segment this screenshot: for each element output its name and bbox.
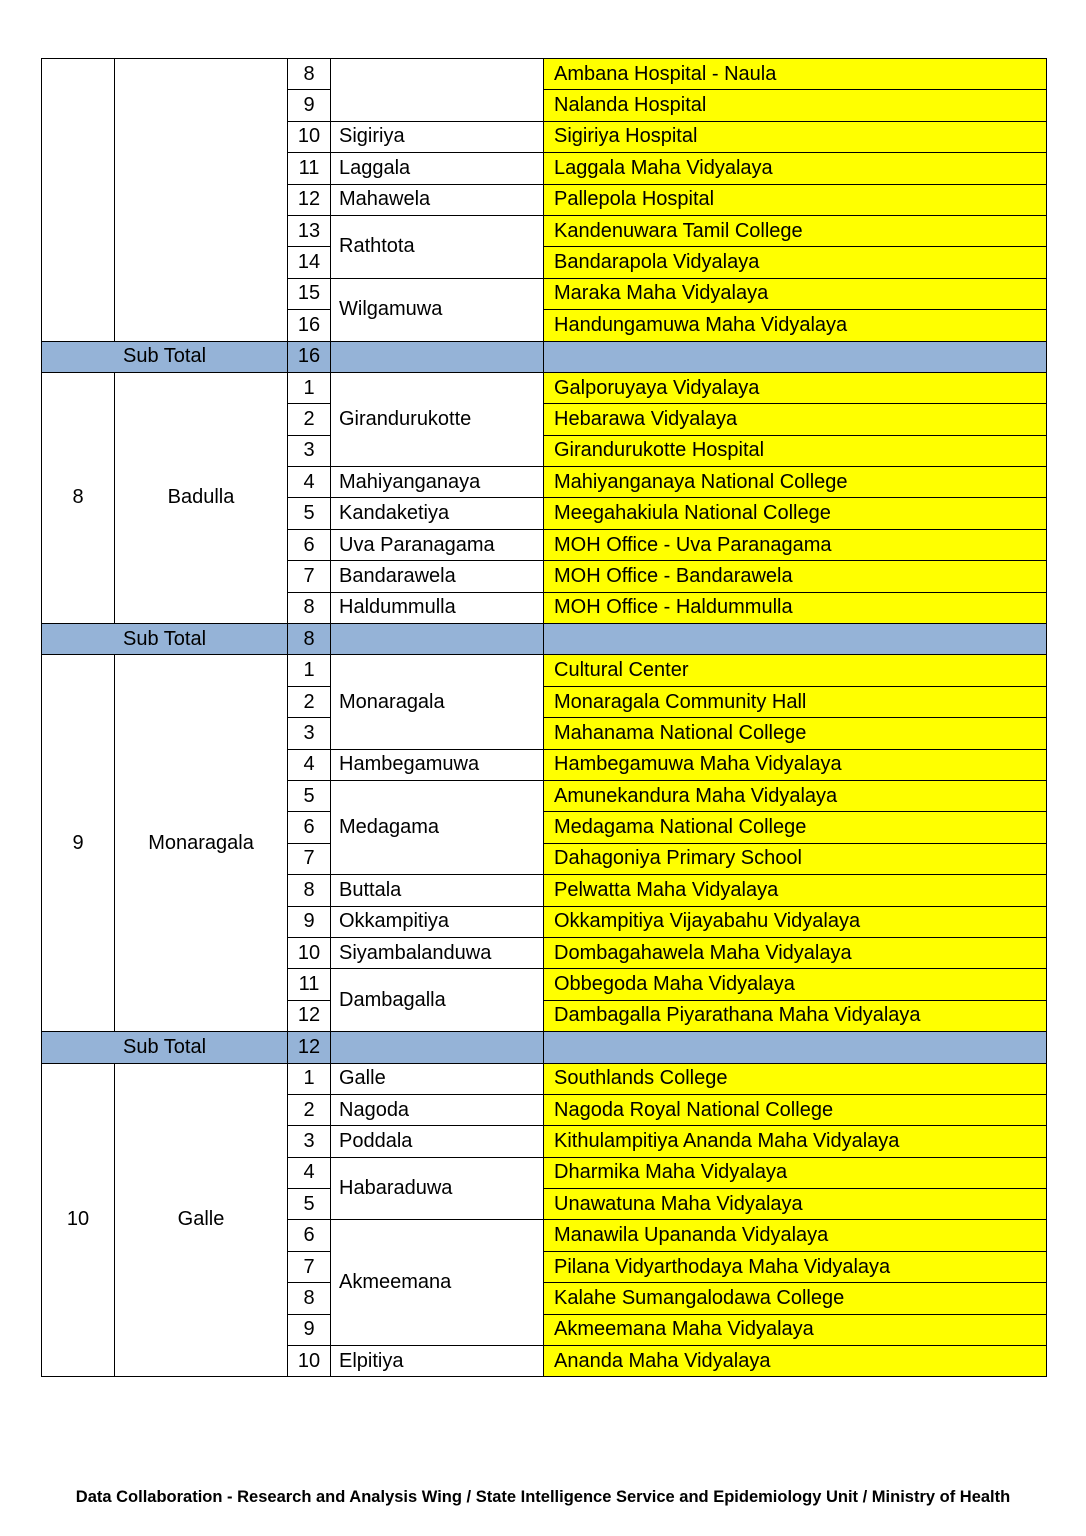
table-row: [42, 655, 1047, 686]
row-number: 5: [288, 1189, 331, 1220]
vaccination-center: Pallepola Hospital: [544, 184, 1047, 215]
row-number: 11: [288, 969, 331, 1000]
vaccination-center: MOH Office - Haldummulla: [544, 592, 1047, 623]
vaccination-center: Nagoda Royal National College: [544, 1094, 1047, 1125]
row-number: 10: [288, 1346, 331, 1377]
vaccination-centers-table: [41, 58, 1047, 1377]
vaccination-center: Cultural Center: [544, 655, 1047, 686]
moh-area: Girandurukotte: [331, 372, 544, 466]
vaccination-center: Kithulampitiya Ananda Maha Vidyalaya: [544, 1126, 1047, 1157]
vaccination-center: Akmeemana Maha Vidyalaya: [544, 1314, 1047, 1345]
vaccination-center: Manawila Upananda Vidyalaya: [544, 1220, 1047, 1251]
moh-area: Siyambalanduwa: [331, 937, 544, 968]
row-number: 15: [288, 278, 331, 309]
subtotal-empty-cell: [544, 624, 1047, 655]
moh-area: Bandarawela: [331, 561, 544, 592]
vaccination-center: Hebarawa Vidyalaya: [544, 404, 1047, 435]
row-number: 3: [288, 1126, 331, 1157]
vaccination-center: Kalahe Sumangalodawa College: [544, 1283, 1047, 1314]
row-number: 3: [288, 435, 331, 466]
vaccination-center: Hambegamuwa Maha Vidyalaya: [544, 749, 1047, 780]
subtotal-label: Sub Total: [42, 624, 288, 655]
moh-area: Nagoda: [331, 1094, 544, 1125]
vaccination-center: Pelwatta Maha Vidyalaya: [544, 875, 1047, 906]
moh-area: Monaragala: [331, 655, 544, 749]
vaccination-center: Ananda Maha Vidyalaya: [544, 1346, 1047, 1377]
vaccination-center: Obbegoda Maha Vidyalaya: [544, 969, 1047, 1000]
vaccination-center: Nalanda Hospital: [544, 90, 1047, 121]
row-number: 7: [288, 843, 331, 874]
vaccination-center: Sigiriya Hospital: [544, 121, 1047, 152]
moh-area: Habaraduwa: [331, 1157, 544, 1220]
moh-area: Sigiriya: [331, 121, 544, 152]
vaccination-center: MOH Office - Uva Paranagama: [544, 529, 1047, 560]
subtotal-empty-cell: [544, 1032, 1047, 1063]
vaccination-center: Girandurukotte Hospital: [544, 435, 1047, 466]
row-number: 8: [288, 59, 331, 90]
district-number: 10: [42, 1063, 115, 1377]
row-number: 1: [288, 655, 331, 686]
row-number: 6: [288, 812, 331, 843]
table-row: [42, 1063, 1047, 1094]
moh-area: Haldummulla: [331, 592, 544, 623]
moh-area: Wilgamuwa: [331, 278, 544, 341]
row-number: 5: [288, 780, 331, 811]
subtotal-value: 16: [288, 341, 331, 372]
vaccination-center: MOH Office - Bandarawela: [544, 561, 1047, 592]
moh-area: Mahawela: [331, 184, 544, 215]
moh-area: Mahiyanganaya: [331, 467, 544, 498]
subtotal-row: [42, 624, 1047, 655]
row-number: 4: [288, 1157, 331, 1188]
row-number: 8: [288, 592, 331, 623]
subtotal-row: [42, 1032, 1047, 1063]
row-number: 1: [288, 372, 331, 403]
row-number: 14: [288, 247, 331, 278]
subtotal-row: [42, 341, 1047, 372]
moh-area: Uva Paranagama: [331, 529, 544, 560]
row-number: 3: [288, 718, 331, 749]
district-name: Monaragala: [115, 655, 288, 1032]
vaccination-center: Southlands College: [544, 1063, 1047, 1094]
subtotal-value: 8: [288, 624, 331, 655]
vaccination-center: Okkampitiya Vijayabahu Vidyalaya: [544, 906, 1047, 937]
row-number: 2: [288, 404, 331, 435]
row-number: 6: [288, 1220, 331, 1251]
row-number: 6: [288, 529, 331, 560]
moh-area: Medagama: [331, 780, 544, 874]
moh-area: Galle: [331, 1063, 544, 1094]
moh-area: Laggala: [331, 153, 544, 184]
moh-area: Hambegamuwa: [331, 749, 544, 780]
vaccination-center: Galporuyaya Vidyalaya: [544, 372, 1047, 403]
vaccination-center: Laggala Maha Vidyalaya: [544, 153, 1047, 184]
vaccination-center: Dambagalla Piyarathana Maha Vidyalaya: [544, 1000, 1047, 1031]
row-number: 9: [288, 906, 331, 937]
vaccination-center: Dombagahawela Maha Vidyalaya: [544, 937, 1047, 968]
vaccination-center: Monaragala Community Hall: [544, 686, 1047, 717]
subtotal-value: 12: [288, 1032, 331, 1063]
district-number: 9: [42, 655, 115, 1032]
row-number: 9: [288, 90, 331, 121]
subtotal-empty-cell: [331, 341, 544, 372]
row-number: 5: [288, 498, 331, 529]
moh-area: Akmeemana: [331, 1220, 544, 1346]
vaccination-center: Ambana Hospital - Naula: [544, 59, 1047, 90]
subtotal-empty-cell: [331, 1032, 544, 1063]
moh-area: [331, 59, 544, 122]
row-number: 13: [288, 215, 331, 246]
vaccination-center: Handungamuwa Maha Vidyalaya: [544, 310, 1047, 341]
subtotal-empty-cell: [544, 341, 1047, 372]
district-name: [115, 59, 288, 342]
vaccination-center: Unawatuna Maha Vidyalaya: [544, 1189, 1047, 1220]
table-row: [42, 372, 1047, 403]
moh-area: Buttala: [331, 875, 544, 906]
moh-area: Kandaketiya: [331, 498, 544, 529]
table-row: [42, 59, 1047, 90]
vaccination-center: Amunekandura Maha Vidyalaya: [544, 780, 1047, 811]
subtotal-label: Sub Total: [42, 1032, 288, 1063]
vaccination-center: Dahagoniya Primary School: [544, 843, 1047, 874]
row-number: 2: [288, 1094, 331, 1125]
row-number: 9: [288, 1314, 331, 1345]
row-number: 16: [288, 310, 331, 341]
vaccination-center: Pilana Vidyarthodaya Maha Vidyalaya: [544, 1251, 1047, 1282]
row-number: 8: [288, 1283, 331, 1314]
row-number: 8: [288, 875, 331, 906]
vaccination-center: Medagama National College: [544, 812, 1047, 843]
row-number: 12: [288, 1000, 331, 1031]
row-number: 1: [288, 1063, 331, 1094]
district-name: Badulla: [115, 372, 288, 623]
footer-credit: Data Collaboration - Research and Analysis Wing / State Intelligence Service and Epidemiology Unit / Ministry of Health: [75, 1488, 1011, 1506]
row-number: 12: [288, 184, 331, 215]
vaccination-center: Meegahakiula National College: [544, 498, 1047, 529]
moh-area: Okkampitiya: [331, 906, 544, 937]
row-number: 10: [288, 121, 331, 152]
subtotal-empty-cell: [331, 624, 544, 655]
vaccination-center: Dharmika Maha Vidyalaya: [544, 1157, 1047, 1188]
row-number: 4: [288, 467, 331, 498]
row-number: 11: [288, 153, 331, 184]
district-number: [42, 59, 115, 342]
moh-area: Elpitiya: [331, 1346, 544, 1377]
district-name: Galle: [115, 1063, 288, 1377]
moh-area: Poddala: [331, 1126, 544, 1157]
row-number: 10: [288, 937, 331, 968]
moh-area: Rathtota: [331, 215, 544, 278]
subtotal-label: Sub Total: [42, 341, 288, 372]
row-number: 7: [288, 561, 331, 592]
row-number: 4: [288, 749, 331, 780]
moh-area: Dambagalla: [331, 969, 544, 1032]
vaccination-center: Mahiyanganaya National College: [544, 467, 1047, 498]
vaccination-center: Mahanama National College: [544, 718, 1047, 749]
row-number: 2: [288, 686, 331, 717]
row-number: 7: [288, 1251, 331, 1282]
vaccination-center: Maraka Maha Vidyalaya: [544, 278, 1047, 309]
vaccination-center: Bandarapola Vidyalaya: [544, 247, 1047, 278]
district-number: 8: [42, 372, 115, 623]
vaccination-center: Kandenuwara Tamil College: [544, 215, 1047, 246]
